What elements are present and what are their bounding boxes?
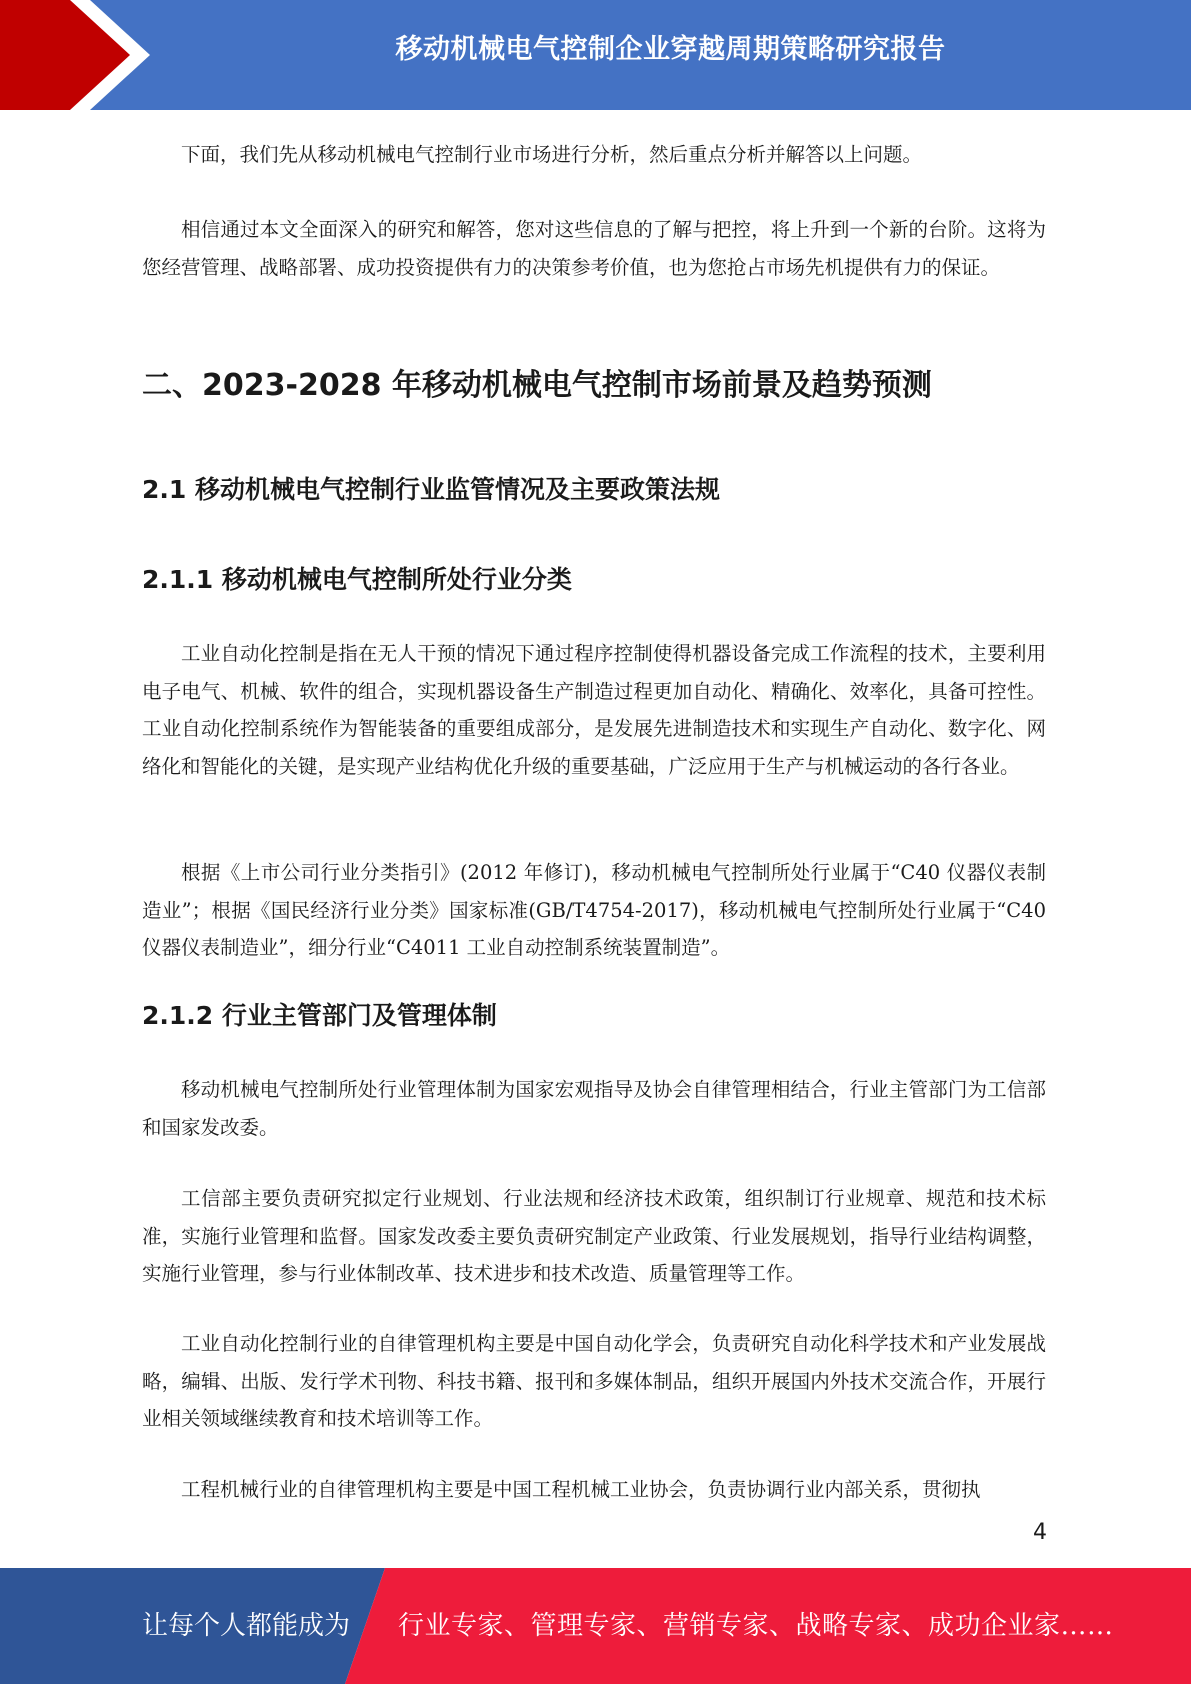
- footer-banner: [0, 1568, 1191, 1684]
- report-title: 移动机械电气控制企业穿越周期策略研究报告: [395, 34, 946, 65]
- page-number: 4: [1033, 1520, 1047, 1545]
- paragraph-intro-1: 下面，我们先从移动机械电气控制行业市场进行分析，然后重点分析并解答以上问题。: [181, 143, 923, 166]
- footer-slogan-right: 行业专家、管理专家、营销专家、战略专家、成功企业家……: [398, 1611, 1114, 1641]
- subsection-heading-2-1: 2.1 移动机械电气控制行业监管情况及主要政策法规: [142, 475, 720, 504]
- paragraph-automation-society: 工业自动化控制行业的自律管理机构主要是中国自动化学会，负责研究自动化科学技术和产业发展战略，编辑、出版、发行学术刊物、科技书籍、报刊和多媒体制品，组织开展国内外技术交流合作，开展行业相关领域继续教育和技术培训等工作。: [142, 1332, 1046, 1430]
- paragraph-intro-2: 相信通过本文全面深入的研究和解答，您对这些信息的了解与把控，将上升到一个新的台阶。这将为您经营管理、战略部署、成功投资提供有力的决策参考价值，也为您抢占市场先机提供有力的保证。: [142, 218, 1046, 279]
- paragraph-construction-machinery-association: 工程机械行业的自律管理机构主要是中国工程机械工业协会，负责协调行业内部关系，贯彻执: [181, 1478, 981, 1501]
- paragraph-management-system: 移动机械电气控制所处行业管理体制为国家宏观指导及协会自律管理相结合，行业主管部门为工信部和国家发改委。: [142, 1078, 1046, 1139]
- header-chevron-icon: [0, 0, 160, 110]
- header-banner: [0, 0, 1191, 110]
- subsubsection-heading-2-1-2: 2.1.2 行业主管部门及管理体制: [142, 1001, 497, 1030]
- paragraph-automation-definition: 工业自动化控制是指在无人干预的情况下通过程序控制使得机器设备完成工作流程的技术，主要利用电子电气、机械、软件的组合，实现机器设备生产制造过程更加自动化、精确化、效率化，具备可控性。工业自动化控制系统作为智能装备的重要组成部分，是发展先进制造技术和实现生产自动化、数字化、网络化和智能化的关键，是实现产业结构优化升级的重要基础，广泛应用于生产与机械运动的各行各业。: [142, 642, 1046, 778]
- footer-slogan-left: 让每个人都能成为: [142, 1611, 351, 1641]
- paragraph-ministry-responsibilities: 工信部主要负责研究拟定行业规划、行业法规和经济技术政策，组织制订行业规章、规范和技术标准，实施行业管理和监督。国家发改委主要负责研究制定产业政策、行业发展规划，指导行业结构调整，实施行业管理，参与行业体制改革、技术进步和技术改造、质量管理等工作。: [142, 1187, 1046, 1285]
- subsubsection-heading-2-1-1: 2.1.1 移动机械电气控制所处行业分类: [142, 565, 572, 594]
- paragraph-industry-classification: 根据《上市公司行业分类指引》(2012 年修订)，移动机械电气控制所处行业属于“C40 仪器仪表制造业”；根据《国民经济行业分类》国家标准(GB/T4754-2017)，移动机械电气控制所处行业属于“C40 仪器仪表制造业”，细分行业“C4011 工业自动控制系统装置制造”。: [142, 861, 1046, 959]
- section-heading: 二、2023-2028 年移动机械电气控制市场前景及趋势预测: [142, 368, 932, 403]
